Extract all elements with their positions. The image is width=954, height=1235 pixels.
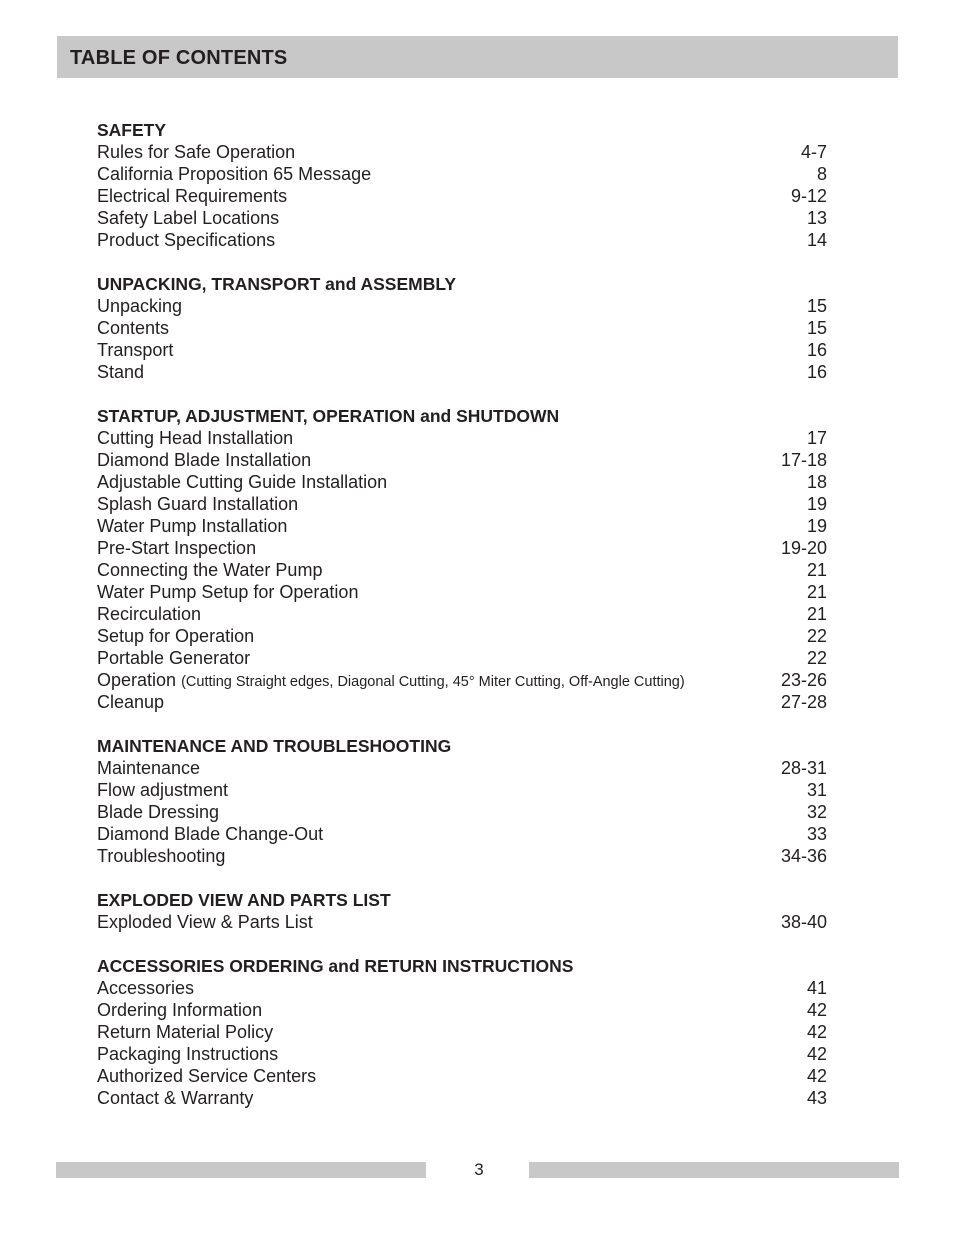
toc-entry[interactable] <box>97 295 827 317</box>
entry-label <box>97 185 287 207</box>
entry-label-text: Rules for Safe Operation <box>97 142 296 162</box>
entry-label <box>97 603 201 625</box>
entry-page-number: 34-36 <box>780 846 827 866</box>
toc-entry[interactable] <box>97 229 827 251</box>
entry-label-text: Setup for Operation <box>97 626 255 646</box>
toc-entry[interactable] <box>97 977 827 999</box>
entry-label <box>97 911 313 933</box>
entry-label <box>97 823 323 845</box>
entry-label-text: Adjustable Cutting Guide Installation <box>97 472 388 492</box>
entry-label <box>97 801 219 823</box>
entry-label <box>97 999 262 1021</box>
footer-bar-left <box>56 1162 426 1178</box>
header-bar <box>57 36 898 78</box>
entry-label <box>97 493 298 515</box>
entry-label-text: Ordering Information <box>97 1000 263 1020</box>
entry-page-number: 27-28 <box>780 692 827 712</box>
entry-label-text: Exploded View & Parts List <box>97 912 313 932</box>
entry-page-number: 19-20 <box>780 538 827 558</box>
entry-label-text: Portable Generator <box>97 648 251 668</box>
toc-entry[interactable] <box>97 845 827 867</box>
entry-label-text: Product Specifications <box>97 230 276 250</box>
entry-page-number: 21 <box>806 560 827 580</box>
entry-label-text: Return Material Policy <box>97 1022 274 1042</box>
entry-page-number: 42 <box>806 1044 827 1064</box>
toc-section <box>97 273 827 383</box>
entry-label <box>97 779 228 801</box>
toc-entry[interactable] <box>97 669 827 691</box>
entry-label-text: Cleanup <box>97 692 165 712</box>
toc-entry[interactable] <box>97 559 827 581</box>
entry-label-text: Authorized Service Centers <box>97 1066 317 1086</box>
entry-label-text: Contact & Warranty <box>97 1088 254 1108</box>
entry-page-number: 31 <box>806 780 827 800</box>
entry-label <box>97 559 322 581</box>
toc-entry[interactable] <box>97 911 827 933</box>
entry-page-number: 4-7 <box>800 142 827 162</box>
entry-label-text: Diamond Blade Change-Out <box>97 824 324 844</box>
entry-label <box>97 229 275 251</box>
toc-section <box>97 955 827 1109</box>
toc-entry[interactable] <box>97 361 827 383</box>
entry-label-text: Connecting the Water Pump <box>97 560 323 580</box>
entry-page-number: 38-40 <box>780 912 827 932</box>
entry-label-text: Splash Guard Installation <box>97 494 299 514</box>
entry-page-number: 32 <box>806 802 827 822</box>
entry-label-text: Water Pump Installation <box>97 516 288 536</box>
toc-section <box>97 405 827 713</box>
entry-label <box>97 361 144 383</box>
entry-label <box>97 1021 273 1043</box>
toc-entry[interactable] <box>97 801 827 823</box>
entry-label-text: Safety Label Locations <box>97 208 280 228</box>
entry-label <box>97 317 169 339</box>
entry-label <box>97 339 173 361</box>
entry-page-number: 13 <box>806 208 827 228</box>
entry-page-number: 15 <box>806 318 827 338</box>
entry-page-number: 16 <box>806 362 827 382</box>
toc-entry[interactable] <box>97 1065 827 1087</box>
entry-page-number: 42 <box>806 1000 827 1020</box>
toc-entry[interactable] <box>97 207 827 229</box>
entry-page-number: 15 <box>806 296 827 316</box>
entry-label <box>97 427 293 449</box>
entry-label <box>97 669 685 693</box>
toc-entry[interactable] <box>97 757 827 779</box>
toc-entry[interactable] <box>97 691 827 713</box>
toc-section <box>97 735 827 867</box>
entry-label-text: Water Pump Setup for Operation <box>97 582 359 602</box>
entry-label <box>97 207 279 229</box>
entry-page-number: 17 <box>806 428 827 448</box>
toc-entry[interactable] <box>97 1043 827 1065</box>
entry-label <box>97 625 254 647</box>
toc-entry[interactable] <box>97 537 827 559</box>
toc-entry[interactable] <box>97 647 827 669</box>
entry-label-text: Recirculation <box>97 604 202 624</box>
entry-label-text: Unpacking <box>97 296 183 316</box>
entry-label <box>97 1065 316 1087</box>
entry-label <box>97 1087 253 1109</box>
entry-label-text: Cutting Head Installation <box>97 428 294 448</box>
toc-section <box>97 889 827 933</box>
entry-page-number: 18 <box>806 472 827 492</box>
entry-page-number: 21 <box>806 582 827 602</box>
entry-page-number: 33 <box>806 824 827 844</box>
section-title: SAFETY <box>97 120 167 140</box>
toc-entry[interactable] <box>97 603 827 625</box>
entry-label-text: Packaging Instructions <box>97 1044 279 1064</box>
toc-entry[interactable] <box>97 515 827 537</box>
toc-entry[interactable] <box>97 999 827 1021</box>
entry-label-text: Operation <box>97 670 177 690</box>
entry-page-number: 8 <box>816 164 827 184</box>
entry-page-number: 23-26 <box>780 670 827 690</box>
entry-page-number: 41 <box>806 978 827 998</box>
section-title: STARTUP, ADJUSTMENT, OPERATION and SHUTDOWN <box>97 406 560 426</box>
entry-page-number: 28-31 <box>780 758 827 778</box>
entry-label <box>97 163 371 185</box>
entry-label-text: Diamond Blade Installation <box>97 450 312 470</box>
entry-label <box>97 581 358 603</box>
entry-label-text: Pre-Start Inspection <box>97 538 257 558</box>
toc-section <box>97 119 827 251</box>
entry-label <box>97 449 311 471</box>
entry-page-number: 9-12 <box>790 186 827 206</box>
toc-entry[interactable] <box>97 141 827 163</box>
entry-label <box>97 141 295 163</box>
footer-bar-right <box>529 1162 899 1178</box>
toc-entry[interactable] <box>97 339 827 361</box>
toc-entry[interactable] <box>97 581 827 603</box>
entry-label <box>97 471 387 493</box>
entry-label <box>97 647 250 669</box>
toc-entry[interactable] <box>97 317 827 339</box>
entry-page-number: 22 <box>806 648 827 668</box>
entry-page-number: 19 <box>806 516 827 536</box>
page-title: TABLE OF CONTENTS <box>70 47 288 69</box>
entry-label-text: Flow adjustment <box>97 780 229 800</box>
entry-label <box>97 1043 278 1065</box>
entry-page-number: 17-18 <box>780 450 827 470</box>
toc-entry[interactable] <box>97 427 827 449</box>
entry-label <box>97 515 287 537</box>
entry-page-number: 19 <box>806 494 827 514</box>
entry-label-text: Accessories <box>97 978 195 998</box>
entry-label-text: Contents <box>97 318 170 338</box>
entry-label-text: Stand <box>97 362 145 382</box>
entry-page-number: 42 <box>806 1022 827 1042</box>
table-of-contents <box>97 119 827 1131</box>
toc-entry[interactable] <box>97 185 827 207</box>
entry-page-number: 21 <box>806 604 827 624</box>
entry-label <box>97 295 182 317</box>
toc-entry[interactable] <box>97 449 827 471</box>
entry-page-number: 22 <box>806 626 827 646</box>
entry-page-number: 42 <box>806 1066 827 1086</box>
entry-label <box>97 537 256 559</box>
entry-label <box>97 977 194 999</box>
entry-label <box>97 757 200 779</box>
entry-label-text: Troubleshooting <box>97 846 226 866</box>
entry-label-text: Electrical Requirements <box>97 186 288 206</box>
toc-entry[interactable] <box>97 1087 827 1109</box>
entry-page-number: 14 <box>806 230 827 250</box>
section-title: MAINTENANCE AND TROUBLESHOOTING <box>97 736 452 756</box>
toc-entry[interactable] <box>97 1021 827 1043</box>
entry-note: (Cutting Straight edges, Diagonal Cutting, 45° Miter Cutting, Off-Angle Cutting) <box>181 674 685 690</box>
entry-label <box>97 691 164 713</box>
entry-page-number: 43 <box>806 1088 827 1108</box>
section-title: EXPLODED VIEW AND PARTS LIST <box>97 890 391 910</box>
entry-label-text: California Proposition 65 Message <box>97 164 372 184</box>
page-number: 3 <box>474 1160 484 1179</box>
entry-label-text: Maintenance <box>97 758 201 778</box>
toc-entry[interactable] <box>97 163 827 185</box>
toc-entry[interactable] <box>97 625 827 647</box>
entry-label <box>97 845 225 867</box>
section-title: UNPACKING, TRANSPORT and ASSEMBLY <box>97 274 457 294</box>
entry-label-text: Transport <box>97 340 174 360</box>
section-title: ACCESSORIES ORDERING and RETURN INSTRUCTIONS <box>97 956 574 976</box>
entry-page-number: 16 <box>806 340 827 360</box>
toc-entry[interactable] <box>97 779 827 801</box>
toc-entry[interactable] <box>97 823 827 845</box>
toc-entry[interactable] <box>97 493 827 515</box>
toc-entry[interactable] <box>97 471 827 493</box>
entry-label-text: Blade Dressing <box>97 802 220 822</box>
